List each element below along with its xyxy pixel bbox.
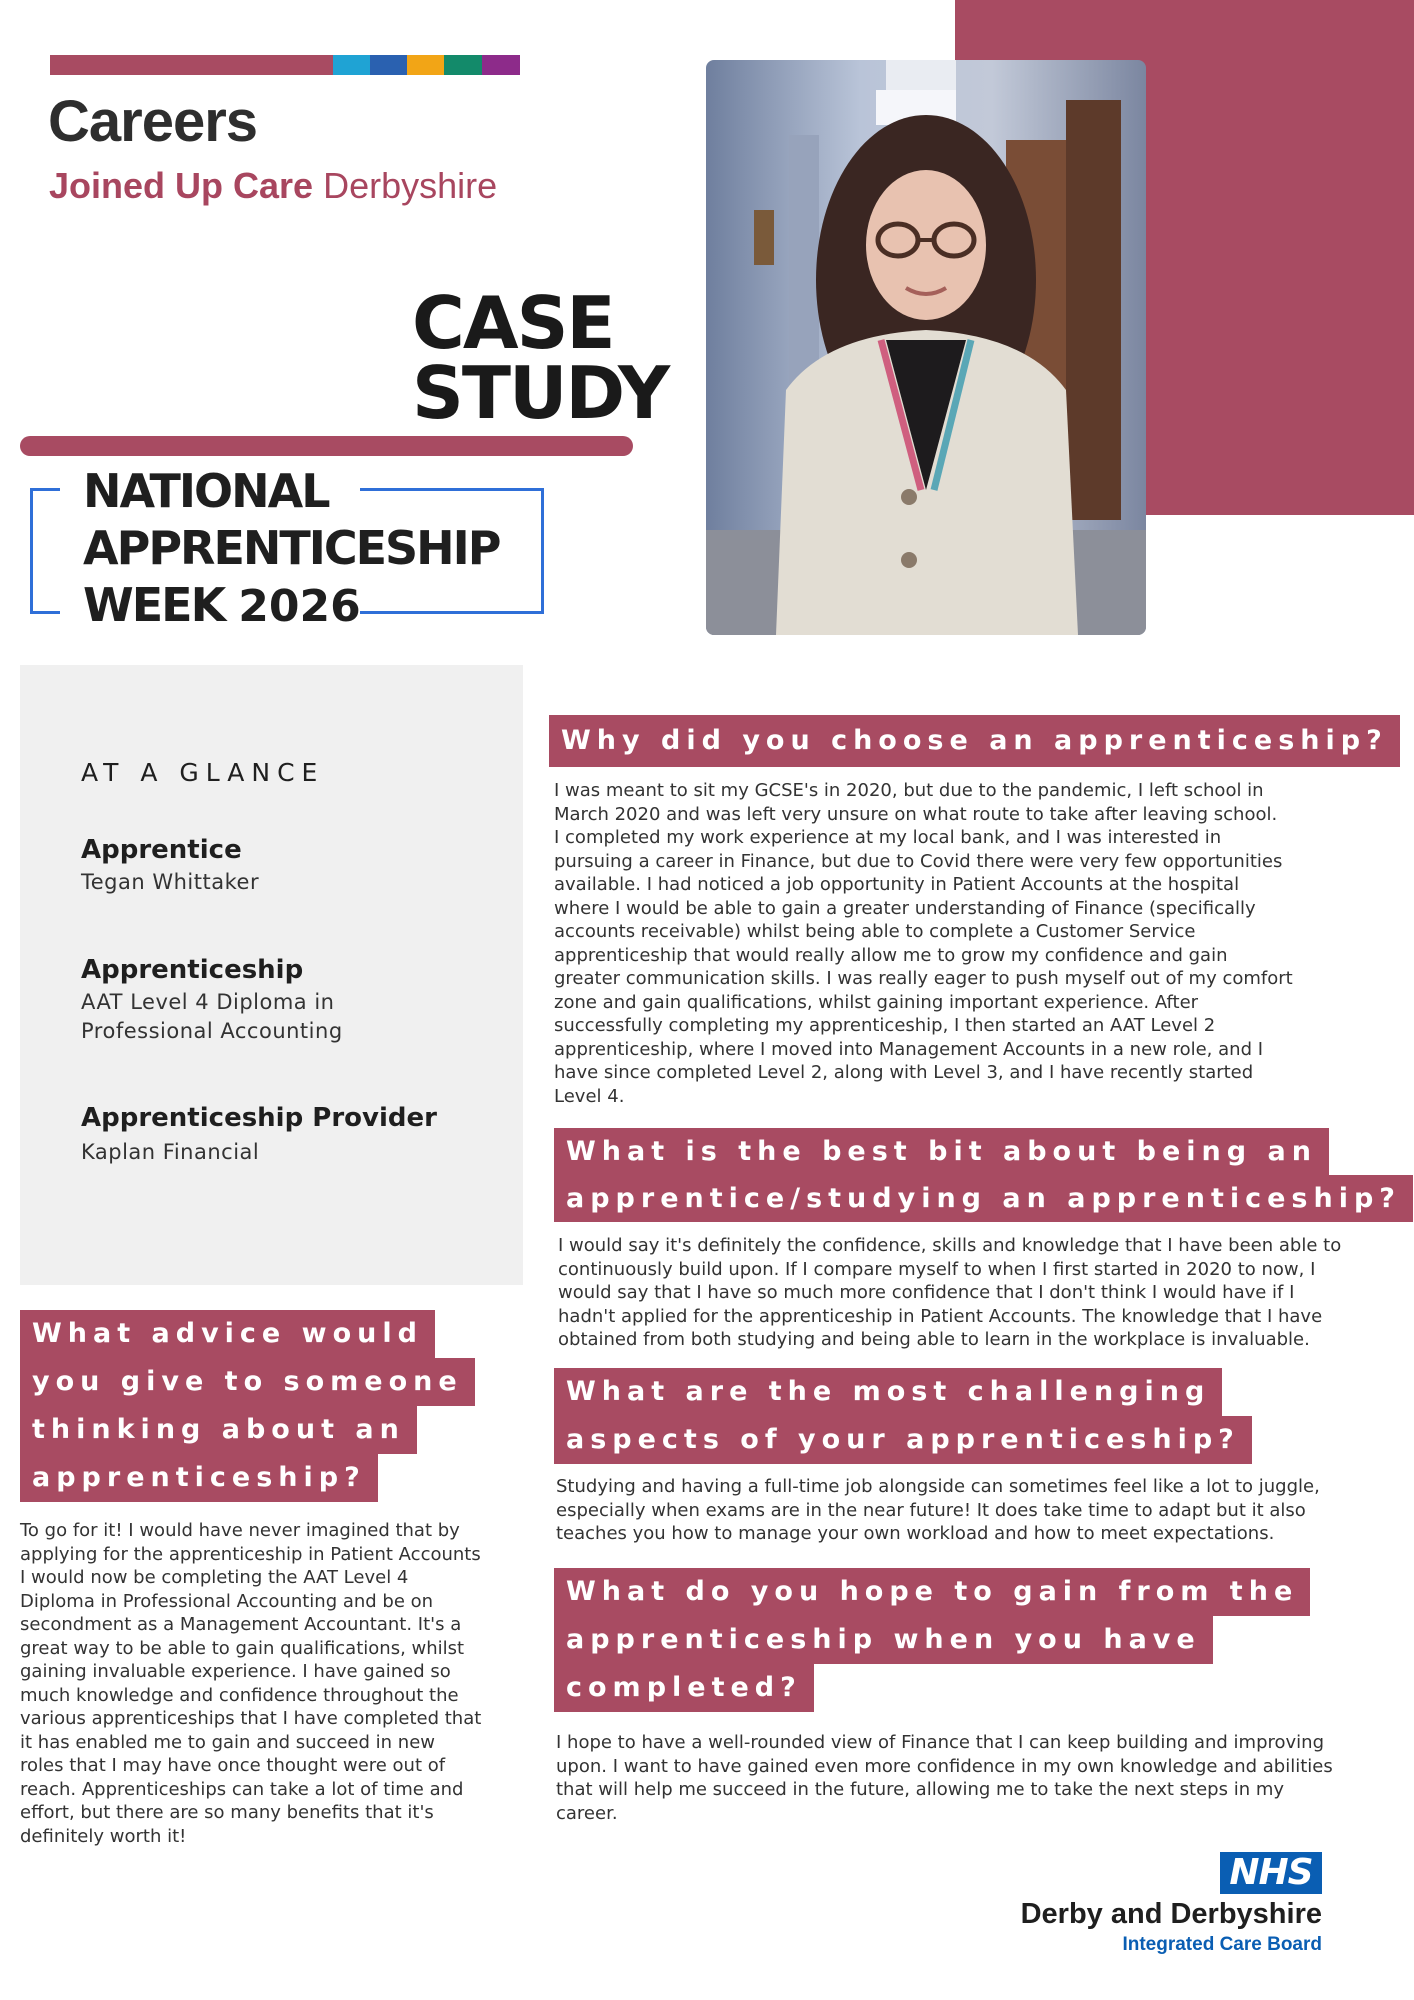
- nhs-badge-text: NHS: [1229, 1852, 1313, 1893]
- q5-answer-line: gaining invaluable experience. I have gained so: [20, 1661, 451, 1682]
- q4-heading: [554, 1568, 1310, 1712]
- q1-answer-line: accounts receivable) whilst being able to complete a Customer Service: [554, 921, 1196, 942]
- q5-heading-line: thinking about an: [20, 1406, 417, 1454]
- q5-answer-line: I would now be completing the AAT Level 4: [20, 1567, 409, 1588]
- case-study-divider: [20, 436, 633, 456]
- q4-answer: [556, 1731, 1333, 1825]
- at-a-glance-title: AT A GLANCE: [81, 758, 325, 787]
- logo-bar-segment: [407, 55, 444, 75]
- apprenticeship-label: Apprenticeship: [81, 955, 304, 985]
- logo-bar-segment: [50, 55, 333, 75]
- q5-answer-line: roles that I may have once thought were out of: [20, 1755, 446, 1776]
- apprenticeship-value-line: AAT Level 4 Diploma in: [81, 990, 335, 1014]
- apprentice-value: Tegan Whittaker: [81, 870, 260, 894]
- q5-heading-line: What advice would: [20, 1310, 435, 1358]
- q2-answer-line: hadn't applied for the apprenticeship in Patient Accounts. The knowledge that I have: [558, 1305, 1323, 1327]
- q3-heading-line: aspects of your apprenticeship?: [554, 1416, 1252, 1464]
- q4-answer-line: career.: [556, 1802, 618, 1824]
- q2-heading: [554, 1128, 1413, 1222]
- q1-heading-text: Why did you choose an apprenticeship?: [549, 715, 1400, 767]
- case-study-title: [412, 281, 669, 435]
- q5-answer-line: it has enabled me to gain and succeed in new: [20, 1731, 435, 1753]
- q5-heading-line: you give to someone: [20, 1358, 475, 1406]
- logo-bar-segment: [444, 55, 482, 75]
- case-study-line-2: STUDY: [412, 351, 669, 435]
- q5-answer-line: great way to be able to gain qualifications, whilst: [20, 1637, 465, 1659]
- q1-answer-line: apprenticeship that would really allow me to grow my confidence and gain: [554, 944, 1228, 966]
- q5-answer: [20, 1519, 481, 1848]
- q5-answer-line: reach. Apprenticeships can take a lot of time and: [20, 1778, 464, 1800]
- q3-heading: [554, 1368, 1252, 1464]
- q1-answer-line: pursuing a career in Finance, but due to Covid there were very few opportunities: [554, 850, 1283, 872]
- q1-answer-line: apprenticeship, where I moved into Management Accounts in a new role, and I: [554, 1038, 1264, 1060]
- q5-answer-line: effort, but there are so many benefits that it's: [20, 1802, 434, 1823]
- naw-line-3: [83, 577, 500, 635]
- logo-bar-segment: [333, 55, 370, 75]
- apprenticeship-value: [81, 988, 343, 1046]
- q5-heading: [20, 1310, 475, 1502]
- q2-answer-line: obtained from both studying and being able to learn in the workplace is invaluable.: [558, 1329, 1310, 1350]
- naw-line-2: APPRENTICESHIP: [83, 521, 500, 575]
- q1-answer-line: zone and gain qualifications, whilst gaining important experience. After: [554, 991, 1199, 1013]
- q2-heading-line: apprentice/studying an apprenticeship?: [554, 1175, 1413, 1222]
- q1-answer: [554, 779, 1293, 1108]
- nhs-org-name: Derby and Derbyshire: [1020, 1898, 1322, 1930]
- provider-value: Kaplan Financial: [81, 1140, 260, 1164]
- q1-answer-line: greater communication skills. I was really eager to push myself out of my comfort: [554, 968, 1293, 989]
- q2-answer: [558, 1234, 1341, 1352]
- q1-answer-line: I was meant to sit my GCSE's in 2020, but due to the pandemic, I left school in: [554, 780, 1264, 801]
- q5-answer-line: secondment as a Management Accountant. It's a: [20, 1614, 462, 1635]
- careers-title: Careers: [48, 89, 258, 154]
- q5-answer-line: To go for it! I would have never imagined that by: [20, 1520, 460, 1541]
- nhs-badge: [1220, 1852, 1322, 1894]
- apprentice-photo: [706, 60, 1146, 635]
- q1-answer-line: March 2020 and was left very unsure on what route to take after leaving school.: [554, 803, 1278, 825]
- q3-answer: [556, 1475, 1320, 1546]
- nhs-org-sub: Integrated Care Board: [1122, 1934, 1322, 1955]
- q2-answer-line: would say that I have so much more confidence that I don't think I would have if I: [558, 1282, 1295, 1303]
- q4-heading-line: completed?: [554, 1664, 814, 1712]
- q4-answer-line: upon. I want to have gained even more confidence in my own knowledge and abilities: [556, 1755, 1333, 1777]
- q5-answer-line: Diploma in Professional Accounting and be on: [20, 1590, 434, 1612]
- q4-heading-line: apprenticeship when you have: [554, 1616, 1213, 1664]
- q1-answer-line: I completed my work experience at my local bank, and I was interested in: [554, 827, 1222, 848]
- q2-answer-line: I would say it's definitely the confidence, skills and knowledge that I have been able to: [558, 1235, 1342, 1256]
- naw-logo-text: [83, 463, 500, 635]
- q1-answer-line: have since completed Level 2, along with Level 3, and I have recently started: [554, 1062, 1254, 1083]
- logo-bar-segment: [482, 55, 520, 75]
- q2-heading-line: What is the best bit about being an: [554, 1128, 1329, 1175]
- q2-answer-line: continuously build upon. If I compare myself to when I first started in 2020 to now, I: [558, 1258, 1316, 1280]
- joined-up-care-derbyshire: [49, 165, 497, 207]
- q5-answer-line: definitely worth it!: [20, 1825, 187, 1847]
- case-study-line-1: CASE: [412, 281, 614, 365]
- q4-answer-line: I hope to have a well-rounded view of Finance that I can keep building and improving: [556, 1732, 1325, 1753]
- q1-answer-line: where I would be able to gain a greater understanding of Finance (specifically: [554, 897, 1256, 919]
- q4-heading-line: What do you hope to gain from the: [554, 1568, 1310, 1616]
- q1-answer-line: available. I had noticed a job opportunity in Patient Accounts at the hospital: [554, 874, 1240, 895]
- apprentice-label: Apprentice: [81, 835, 242, 865]
- q5-heading-line: apprenticeship?: [20, 1454, 378, 1502]
- naw-week: WEEK: [83, 578, 225, 632]
- q5-answer-line: much knowledge and confidence throughout the: [20, 1684, 459, 1706]
- naw-line-1: NATIONAL: [83, 464, 329, 518]
- q3-answer-line: especially when exams are in the near future! It does take time to adapt but it also: [556, 1499, 1306, 1521]
- q3-answer-line: Studying and having a full-time job alongside can sometimes feel like a lot to juggle,: [556, 1476, 1320, 1497]
- q3-heading-line: What are the most challenging: [554, 1368, 1222, 1416]
- q1-answer-line: Level 4.: [554, 1085, 625, 1107]
- provider-label: Apprenticeship Provider: [81, 1103, 437, 1133]
- q5-answer-line: applying for the apprenticeship in Patient Accounts: [20, 1543, 481, 1565]
- derbyshire-text: Derbyshire: [323, 165, 498, 206]
- q1-heading: [549, 715, 1400, 767]
- apprenticeship-value-line: Professional Accounting: [81, 1019, 343, 1043]
- careers-logo-bar: [50, 55, 520, 75]
- q4-answer-line: that will help me succeed in the future, allowing me to take the next steps in my: [556, 1779, 1285, 1800]
- q5-answer-line: various apprenticeships that I have completed that: [20, 1708, 482, 1729]
- logo-bar-segment: [370, 55, 407, 75]
- q3-answer-line: teaches you how to manage your own workload and how to meet expectations.: [556, 1523, 1275, 1544]
- q1-answer-line: successfully completing my apprenticeship, I then started an AAT Level 2: [554, 1015, 1216, 1036]
- joined-up-care-text: Joined Up Care: [49, 165, 314, 206]
- naw-year: 2026: [238, 581, 361, 632]
- portrait-illustration: [706, 60, 1146, 635]
